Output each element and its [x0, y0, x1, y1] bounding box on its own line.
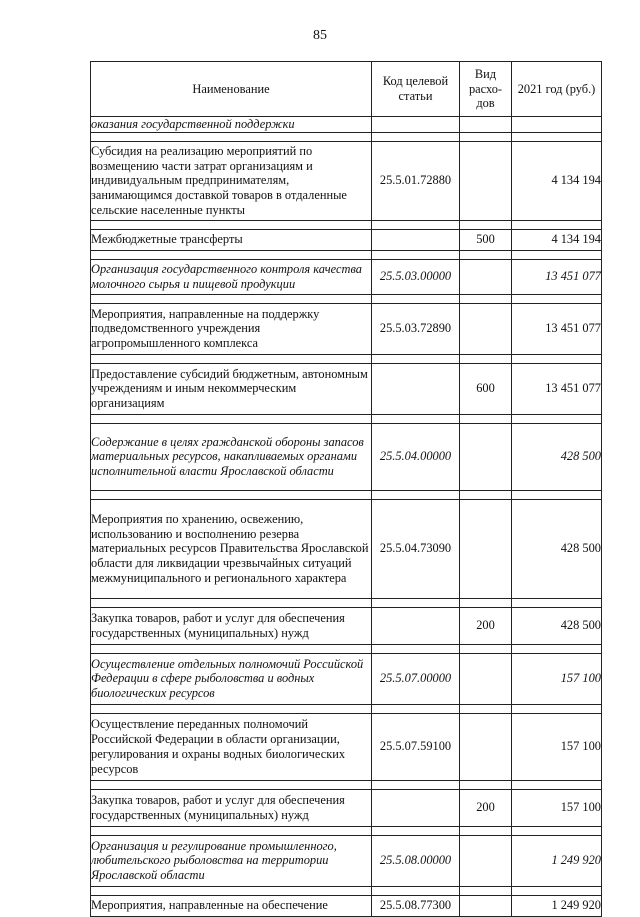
row-spacer [91, 780, 602, 789]
cell-vid [460, 895, 512, 916]
header-vid: Вид расхо-дов [460, 62, 512, 117]
spacer-cell [91, 598, 372, 607]
spacer-cell [91, 644, 372, 653]
table-row [91, 303, 602, 354]
row-spacer [91, 132, 602, 141]
cell-vid [460, 117, 512, 133]
table-row [91, 607, 602, 644]
cell-code: 25.5.08.77300 [372, 895, 460, 916]
cell-code: 25.5.08.00000 [372, 835, 460, 886]
cell-vid [460, 303, 512, 354]
table-row [91, 141, 602, 220]
spacer-cell [372, 780, 460, 789]
cell-code: 25.5.01.72880 [372, 141, 460, 220]
cell-name: Содержание в целях гражданской обороны запасов материальных ресурсов, накапливаемых органами исполнительной власти Ярославской области [91, 423, 372, 490]
spacer-cell [512, 490, 602, 499]
cell-code [372, 117, 460, 133]
header-code: Код целевой статьи [372, 62, 460, 117]
spacer-cell [91, 132, 372, 141]
spacer-cell [91, 490, 372, 499]
cell-name: Мероприятия, направленные на поддержку подведомственного учреждения агропромышленного комплекса [91, 303, 372, 354]
cell-vid: 500 [460, 229, 512, 250]
cell-name: Осуществление отдельных полномочий Российской Федерации в сфере рыболовства и водных биологических ресурсов [91, 653, 372, 704]
spacer-cell [91, 886, 372, 895]
cell-vid: 200 [460, 607, 512, 644]
cell-code: 25.5.04.00000 [372, 423, 460, 490]
cell-code: 25.5.04.73090 [372, 499, 460, 598]
cell-name: оказания государственной поддержки [91, 117, 372, 133]
spacer-cell [460, 886, 512, 895]
spacer-cell [512, 220, 602, 229]
spacer-cell [460, 780, 512, 789]
cell-name: Субсидия на реализацию мероприятий по возмещению части затрат организациям и индивидуальным предпринимателям, занимающимся доставкой товаров в отдаленные сельские населенные пункты [91, 141, 372, 220]
cell-name: Осуществление переданных полномочий Российской Федерации в области организации, регулирования и охраны водных биологических ресурсов [91, 713, 372, 780]
spacer-cell [460, 704, 512, 713]
cell-vid [460, 499, 512, 598]
spacer-cell [372, 826, 460, 835]
cell-sum: 13 451 077 [512, 303, 602, 354]
spacer-cell [372, 414, 460, 423]
spacer-cell [512, 598, 602, 607]
row-spacer [91, 598, 602, 607]
table-header-row [91, 62, 602, 117]
spacer-cell [460, 598, 512, 607]
cell-vid [460, 141, 512, 220]
spacer-cell [460, 220, 512, 229]
cell-sum [512, 117, 602, 133]
spacer-cell [91, 354, 372, 363]
cell-code: 25.5.07.59100 [372, 713, 460, 780]
row-spacer [91, 414, 602, 423]
cell-sum: 428 500 [512, 607, 602, 644]
table-row [91, 653, 602, 704]
spacer-cell [372, 294, 460, 303]
cell-vid [460, 423, 512, 490]
cell-name: Мероприятия, направленные на обеспечение [91, 895, 372, 916]
cell-sum: 4 134 194 [512, 229, 602, 250]
spacer-cell [91, 294, 372, 303]
cell-sum: 157 100 [512, 713, 602, 780]
row-spacer [91, 294, 602, 303]
cell-name: Закупка товаров, работ и услуг для обеспечения государственных (муниципальных) нужд [91, 789, 372, 826]
spacer-cell [91, 414, 372, 423]
row-spacer [91, 704, 602, 713]
row-spacer [91, 250, 602, 259]
cell-name: Организация государственного контроля качества молочного сырья и пищевой продукции [91, 259, 372, 294]
spacer-cell [460, 826, 512, 835]
row-spacer [91, 644, 602, 653]
spacer-cell [512, 644, 602, 653]
cell-name: Организация и регулирование промышленного, любительского рыболовства на территории Ярославской области [91, 835, 372, 886]
table-row [91, 229, 602, 250]
spacer-cell [91, 220, 372, 229]
row-spacer [91, 826, 602, 835]
spacer-cell [460, 644, 512, 653]
table-row [91, 363, 602, 414]
cell-name: Закупка товаров, работ и услуг для обеспечения государственных (муниципальных) нужд [91, 607, 372, 644]
spacer-cell [512, 354, 602, 363]
spacer-cell [91, 250, 372, 259]
spacer-cell [372, 886, 460, 895]
table-row [91, 835, 602, 886]
spacer-cell [372, 644, 460, 653]
cell-sum: 13 451 077 [512, 259, 602, 294]
cell-sum: 1 249 920 [512, 895, 602, 916]
spacer-cell [91, 780, 372, 789]
spacer-cell [512, 780, 602, 789]
cell-vid: 200 [460, 789, 512, 826]
budget-table [90, 61, 602, 917]
table-row [91, 789, 602, 826]
spacer-cell [512, 132, 602, 141]
header-sum: 2021 год (руб.) [512, 62, 602, 117]
cell-code [372, 229, 460, 250]
cell-sum: 157 100 [512, 789, 602, 826]
cell-name: Предоставление субсидий бюджетным, автономным учреждениям и иным некоммерческим организациям [91, 363, 372, 414]
row-spacer [91, 490, 602, 499]
spacer-cell [512, 886, 602, 895]
row-spacer [91, 886, 602, 895]
table-row [91, 259, 602, 294]
cell-name: Мероприятия по хранению, освежению, использованию и восполнению резерва материальных ресурсов Правительства Ярославской области для ликвидации чрезвычайных ситуаций межмуниципального и регионального характера [91, 499, 372, 598]
spacer-cell [372, 354, 460, 363]
cell-sum: 428 500 [512, 499, 602, 598]
spacer-cell [512, 250, 602, 259]
spacer-cell [512, 294, 602, 303]
cell-code: 25.5.03.72890 [372, 303, 460, 354]
spacer-cell [372, 490, 460, 499]
cell-sum: 428 500 [512, 423, 602, 490]
row-spacer [91, 220, 602, 229]
cell-code: 25.5.07.00000 [372, 653, 460, 704]
table-row [91, 713, 602, 780]
spacer-cell [91, 826, 372, 835]
table-row [91, 117, 602, 133]
cell-vid [460, 653, 512, 704]
spacer-cell [460, 132, 512, 141]
cell-code: 25.5.03.00000 [372, 259, 460, 294]
cell-vid [460, 835, 512, 886]
spacer-cell [372, 704, 460, 713]
spacer-cell [460, 354, 512, 363]
spacer-cell [372, 250, 460, 259]
spacer-cell [460, 490, 512, 499]
cell-code [372, 607, 460, 644]
table-row [91, 499, 602, 598]
spacer-cell [372, 220, 460, 229]
spacer-cell [460, 250, 512, 259]
table-row [91, 423, 602, 490]
cell-name: Межбюджетные трансферты [91, 229, 372, 250]
cell-code [372, 789, 460, 826]
row-spacer [91, 354, 602, 363]
spacer-cell [460, 294, 512, 303]
cell-sum: 4 134 194 [512, 141, 602, 220]
cell-vid [460, 713, 512, 780]
cell-sum: 157 100 [512, 653, 602, 704]
spacer-cell [512, 826, 602, 835]
spacer-cell [372, 132, 460, 141]
spacer-cell [512, 414, 602, 423]
cell-vid: 600 [460, 363, 512, 414]
cell-vid [460, 259, 512, 294]
spacer-cell [372, 598, 460, 607]
page-number: 85 [313, 28, 327, 43]
spacer-cell [460, 414, 512, 423]
cell-sum: 1 249 920 [512, 835, 602, 886]
table-row [91, 895, 602, 916]
cell-sum: 13 451 077 [512, 363, 602, 414]
spacer-cell [91, 704, 372, 713]
header-name: Наименование [91, 62, 372, 117]
spacer-cell [512, 704, 602, 713]
cell-code [372, 363, 460, 414]
